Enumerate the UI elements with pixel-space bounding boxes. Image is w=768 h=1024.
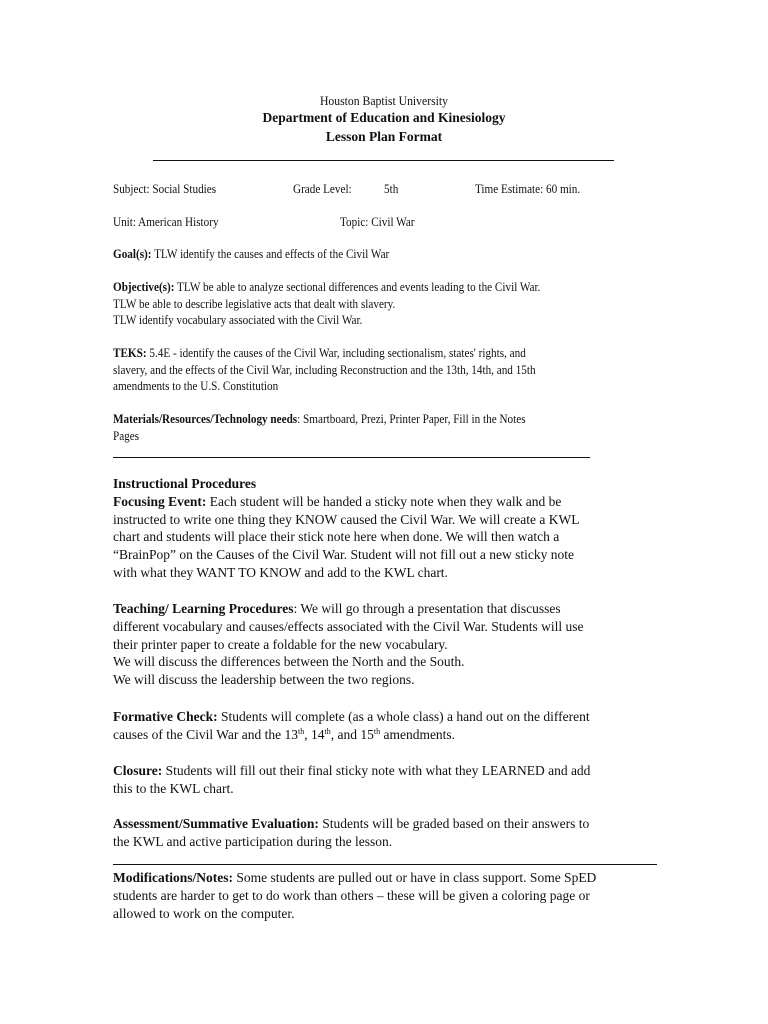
closure-section (113, 762, 590, 798)
focusing-line-4: “BrainPop” on the Causes of the Civil War. Student will not fill out a new sticky note (113, 547, 574, 563)
subject-field: Subject: Social Studies (113, 181, 217, 196)
time-estimate-field: Time Estimate: 60 min. (475, 181, 581, 196)
unit-field: Unit: American History (113, 214, 219, 229)
grade-level-value: 5th (384, 181, 399, 196)
teaching-section (113, 600, 584, 689)
formative-line-2-part-b: , 14 (304, 726, 325, 742)
ordinal-suffix-13: th (298, 726, 305, 736)
teks-label: TEKS: (113, 345, 147, 360)
topic-field: Topic: Civil War (340, 214, 415, 229)
format-title: Lesson Plan Format (325, 129, 443, 144)
header-divider (153, 160, 614, 161)
focusing-line-1: Each student will be handed a sticky note when they walk and be (206, 493, 562, 509)
formative-line-2-part-c: , and 15 (330, 726, 374, 742)
university-name: Houston Baptist University (319, 93, 449, 108)
formative-line-1: Students will complete (as a whole class) a hand out on the different (217, 709, 590, 724)
teaching-line-2: different vocabulary and causes/effects associated with the Civil War. Students will use (113, 618, 584, 634)
objectives-label: Objective(s): (113, 279, 175, 294)
teks-line-2: slavery, and the effects of the Civil War, including Reconstruction and the 13th, 14th, and 15th (113, 361, 536, 377)
materials-section (113, 411, 526, 444)
assessment-line-1: Students will be graded based on their answers to (318, 816, 590, 831)
ordinal-suffix-15: th (373, 726, 381, 736)
closure-label: Closure: (113, 763, 163, 778)
objectives-section (113, 279, 540, 329)
grade-level-label: Grade Level: (293, 181, 352, 196)
focusing-event-label: Focusing Event: (113, 493, 207, 509)
assessment-label: Assessment/Summative Evaluation: (113, 816, 319, 831)
department-name: Department of Education and Kinesiology (262, 110, 506, 125)
materials-line-1: : Smartboard, Prezi, Printer Paper, Fill in the Notes (297, 411, 526, 426)
teks-section (113, 345, 536, 395)
materials-line-2: Pages (113, 427, 140, 443)
modifications-line-3: allowed to work on the computer. (113, 905, 295, 921)
formative-line-2 (113, 726, 590, 744)
ordinal-suffix-14: th (324, 726, 331, 736)
closure-line-2: this to the KWL chart. (113, 780, 234, 796)
teaching-line-3: their printer paper to create a foldable for the new vocabulary. (113, 636, 448, 652)
objectives-line-3: TLW identify vocabulary associated with the Civil War. (113, 312, 363, 327)
focusing-line-3: chart and students will place their stick note here when done. We will then watch a (113, 529, 560, 545)
teaching-line-4: We will discuss the differences between the North and the South. (113, 654, 465, 670)
materials-label: Materials/Resources/Technology needs (113, 411, 298, 426)
modifications-line-1: Some students are pulled out or have in class support. Some SpED (232, 870, 597, 885)
materials-divider (113, 457, 590, 458)
goals-label: Goal(s): (113, 246, 152, 261)
assessment-section (113, 815, 589, 851)
goals-section (113, 246, 389, 263)
formative-line-2-part-d: amendments. (380, 726, 456, 742)
teks-line-1: 5.4E - identify the causes of the Civil War, including sectionalism, states' rights, and (146, 345, 526, 360)
assessment-line-2: the KWL and active participation during the lesson. (113, 833, 393, 849)
modifications-line-2: students are harder to get to do work than others – these will be given a coloring page or (113, 887, 590, 903)
teks-line-3: amendments to the U.S. Constitution (113, 378, 279, 393)
formative-section (113, 708, 590, 744)
modifications-section (113, 869, 596, 922)
objectives-line-1: TLW be able to analyze sectional differences and events leading to the Civil War. (174, 279, 541, 294)
closure-line-1: Students will fill out their final sticky note with what they LEARNED and add (162, 763, 591, 778)
instructional-section (113, 475, 579, 582)
goals-text: TLW identify the causes and effects of the Civil War (151, 246, 390, 261)
formative-label: Formative Check: (113, 709, 218, 724)
focusing-line-2: instructed to write one thing they KNOW caused the Civil War. We will create a KWL (113, 511, 580, 527)
teaching-label: Teaching/ Learning Procedures (113, 601, 294, 616)
modifications-label: Modifications/Notes: (113, 870, 233, 885)
focusing-line-5: with what they WANT TO KNOW and add to the KWL chart. (113, 564, 448, 580)
formative-line-2-part-a: causes of the Civil War and the 13 (113, 726, 298, 742)
teaching-line-5: We will discuss the leadership between the two regions. (113, 672, 415, 688)
teaching-line-1: : We will go through a presentation that discusses (293, 601, 561, 616)
assessment-divider (113, 864, 657, 865)
instructional-heading: Instructional Procedures (113, 476, 257, 491)
objectives-line-2: TLW be able to describe legislative acts that dealt with slavery. (113, 295, 396, 311)
